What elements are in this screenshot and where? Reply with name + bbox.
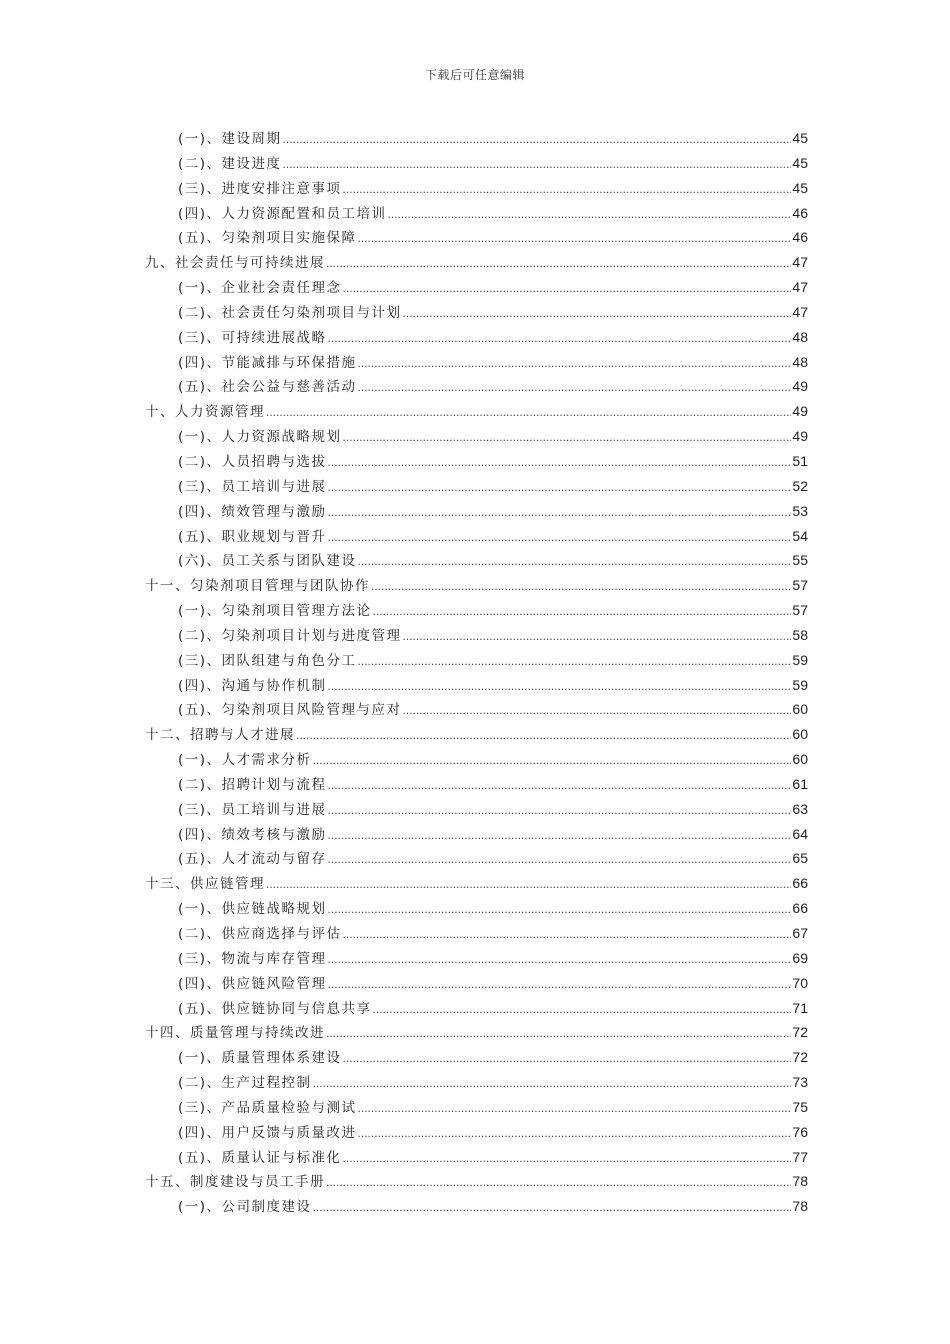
toc-section-entry[interactable] — [145, 176, 808, 201]
toc-section-entry[interactable] — [145, 896, 808, 921]
toc-section-entry[interactable] — [145, 548, 808, 573]
toc-dot-leader — [328, 500, 792, 525]
toc-entry-title: (三)、产品质量检验与测试 — [178, 1099, 357, 1116]
toc-entry-title: (四)、用户反馈与质量改进 — [178, 1124, 357, 1141]
toc-page-number: 71 — [792, 999, 808, 1016]
toc-dot-leader — [283, 152, 792, 177]
toc-section-entry[interactable] — [145, 1070, 808, 1095]
toc-page-number: 49 — [792, 428, 808, 445]
toc-section-entry[interactable] — [145, 822, 808, 847]
toc-entry-title: 十四、质量管理与持续改进 — [145, 1025, 325, 1042]
toc-entry-title: (五)、职业规划与晋升 — [178, 528, 327, 545]
toc-section-entry[interactable] — [145, 300, 808, 325]
toc-dot-leader — [326, 1170, 791, 1195]
toc-page-number: 47 — [792, 254, 808, 271]
toc-page-number: 78 — [792, 1198, 808, 1215]
toc-page-number: 48 — [792, 353, 808, 370]
toc-dot-leader — [328, 525, 792, 550]
toc-dot-leader — [326, 1021, 791, 1046]
toc-section-entry[interactable] — [145, 598, 808, 623]
toc-dot-leader — [266, 400, 791, 425]
toc-entry-title: (一)、建设周期 — [178, 131, 282, 147]
toc-dot-leader — [373, 997, 792, 1022]
toc-section-entry[interactable] — [145, 1194, 808, 1219]
toc-page-number: 59 — [792, 676, 808, 693]
toc-section-entry[interactable] — [145, 648, 808, 673]
toc-entry-title: 十二、招聘与人才进展 — [145, 727, 295, 744]
toc-dot-leader — [328, 773, 792, 798]
toc-page-number: 72 — [792, 1049, 808, 1066]
toc-section-entry[interactable] — [145, 1045, 808, 1070]
toc-page-number: 67 — [792, 925, 808, 941]
toc-page-number: 64 — [792, 825, 808, 842]
toc-dot-leader — [313, 1195, 792, 1220]
toc-page-number: 54 — [792, 527, 808, 544]
toc-dot-leader — [328, 798, 792, 823]
toc-dot-leader — [358, 375, 792, 400]
toc-entry-title: (五)、供应链协同与信息共享 — [178, 1000, 372, 1017]
toc-section-entry[interactable] — [145, 424, 808, 449]
toc-chapter-entry[interactable] — [145, 399, 808, 424]
toc-entry-title: (五)、社会公益与慈善活动 — [178, 379, 357, 396]
toc-dot-leader — [388, 202, 792, 227]
toc-dot-leader — [343, 922, 792, 947]
toc-section-entry[interactable] — [145, 697, 808, 722]
toc-chapter-entry[interactable] — [145, 573, 808, 598]
toc-entry-title: (一)、供应链战略规划 — [178, 901, 327, 918]
toc-chapter-entry[interactable] — [145, 1020, 808, 1045]
toc-dot-leader — [358, 226, 792, 251]
toc-section-entry[interactable] — [145, 449, 808, 474]
toc-entry-title: (四)、绩效考核与激励 — [178, 826, 327, 843]
toc-dot-leader — [358, 549, 792, 574]
toc-entry-title: (三)、进度安排注意事项 — [178, 180, 342, 197]
toc-entry-title: (一)、质量管理体系建设 — [178, 1050, 342, 1067]
toc-dot-leader — [328, 326, 792, 351]
toc-entry-title: (二)、供应商选择与评估 — [178, 926, 342, 942]
toc-entry-title: (二)、招聘计划与流程 — [178, 776, 327, 793]
toc-page-number: 69 — [792, 949, 808, 966]
toc-entry-title: 十三、供应链管理 — [145, 876, 265, 893]
toc-section-entry[interactable] — [145, 797, 808, 822]
toc-section-entry[interactable] — [145, 474, 808, 499]
page-header: 下载后可任意编辑 — [424, 68, 525, 82]
toc-page-number: 59 — [792, 651, 808, 668]
toc-entry-title: (六)、员工关系与团队建设 — [178, 553, 357, 570]
toc-entry-title: (二)、生产过程控制 — [178, 1075, 312, 1092]
toc-chapter-entry[interactable] — [145, 722, 808, 747]
toc-entry-title: (一)、人力资源战略规划 — [178, 429, 342, 446]
toc-page-number: 51 — [792, 452, 808, 469]
toc-dot-leader — [343, 1046, 792, 1071]
toc-page-number: 47 — [792, 279, 808, 296]
toc-page-number: 73 — [792, 1074, 808, 1091]
toc-section-entry[interactable] — [145, 1120, 808, 1145]
toc-section-entry[interactable] — [145, 524, 808, 549]
toc-page-number: 46 — [792, 204, 808, 221]
toc-dot-leader — [328, 972, 792, 997]
toc-dot-leader — [328, 475, 792, 500]
toc-page-number: 61 — [792, 775, 808, 792]
toc-entry-title: (四)、人力资源配置和员工培训 — [178, 205, 387, 222]
toc-page-number: 45 — [792, 154, 808, 171]
toc-entry-title: (二)、匀染剂项目计划与进度管理 — [178, 627, 402, 644]
toc-section-entry[interactable] — [145, 971, 808, 996]
toc-dot-leader — [326, 251, 791, 276]
toc-section-entry[interactable] — [145, 374, 808, 399]
toc-page-number: 60 — [792, 726, 808, 743]
toc-dot-leader — [328, 823, 792, 848]
toc-page-number: 75 — [792, 1098, 808, 1115]
toc-dot-leader — [328, 450, 792, 475]
toc-page-number: 72 — [792, 1024, 808, 1041]
toc-page-number: 47 — [792, 303, 808, 320]
toc-entry-title: (三)、团队组建与角色分工 — [178, 652, 357, 669]
toc-page-number: 57 — [792, 602, 808, 619]
toc-chapter-entry[interactable] — [145, 1169, 808, 1194]
toc-dot-leader — [328, 897, 792, 922]
toc-dot-leader — [343, 1146, 792, 1171]
toc-page-number: 52 — [792, 477, 808, 494]
toc-page-number: 58 — [792, 626, 808, 643]
toc-page-number: 49 — [792, 378, 808, 395]
toc-section-entry[interactable] — [145, 350, 808, 375]
toc-dot-leader — [343, 177, 792, 202]
toc-dot-leader — [343, 276, 792, 301]
toc-section-entry[interactable] — [145, 126, 808, 151]
toc-entry-title: (五)、质量认证与标准化 — [178, 1149, 342, 1166]
toc-dot-leader — [313, 1071, 792, 1096]
toc-section-entry[interactable] — [145, 1095, 808, 1120]
toc-dot-leader — [296, 723, 791, 748]
toc-page-number: 46 — [792, 229, 808, 246]
toc-section-entry[interactable] — [145, 673, 808, 698]
toc-dot-leader — [283, 127, 792, 152]
toc-section-entry[interactable] — [145, 151, 808, 176]
toc-page-number: 48 — [792, 328, 808, 345]
toc-entry-title: (三)、可持续进展战略 — [178, 329, 327, 346]
toc-entry-title: (一)、公司制度建设 — [178, 1199, 312, 1216]
toc-entry-title: 十五、制度建设与员工手册 — [145, 1174, 325, 1191]
toc-section-entry[interactable] — [145, 946, 808, 971]
toc-entry-title: (三)、员工培训与进展 — [178, 478, 327, 495]
toc-dot-leader — [358, 1121, 792, 1146]
toc-section-entry[interactable] — [145, 846, 808, 871]
toc-entry-title: (四)、沟通与协作机制 — [178, 677, 327, 694]
toc-entry-title: (一)、人才需求分析 — [178, 752, 312, 769]
toc-section-entry[interactable] — [145, 225, 808, 250]
toc-dot-leader — [358, 649, 792, 674]
toc-page-number: 60 — [792, 701, 808, 718]
toc-page-number: 45 — [792, 179, 808, 196]
toc-section-entry[interactable] — [145, 623, 808, 648]
toc-dot-leader — [328, 674, 792, 699]
toc-dot-leader — [266, 872, 791, 897]
toc-dot-leader — [343, 425, 792, 450]
toc-page-number: 57 — [792, 577, 808, 594]
toc-page-number: 63 — [792, 800, 808, 817]
toc-entry-title: (四)、节能减排与环保措施 — [178, 354, 357, 371]
toc-entry-title: (一)、匀染剂项目管理方法论 — [178, 603, 372, 620]
toc-page-number: 66 — [792, 875, 808, 892]
toc-section-entry[interactable] — [145, 201, 808, 226]
toc-page-number: 53 — [792, 502, 808, 519]
toc-entry-title: 十、人力资源管理 — [145, 404, 265, 421]
toc-dot-leader — [313, 748, 792, 773]
toc-entry-title: (二)、人员招聘与选拔 — [178, 453, 327, 470]
toc-section-entry[interactable] — [145, 1145, 808, 1170]
toc-section-entry[interactable] — [145, 325, 808, 350]
toc-page-number: 66 — [792, 900, 808, 917]
toc-entry-title: (四)、绩效管理与激励 — [178, 503, 327, 520]
toc-entry-title: (五)、匀染剂项目风险管理与应对 — [178, 702, 402, 719]
toc-dot-leader — [328, 947, 792, 972]
toc-section-entry[interactable] — [145, 275, 808, 300]
toc-dot-leader — [358, 351, 792, 376]
toc-page-number: 49 — [792, 403, 808, 420]
toc-section-entry[interactable] — [145, 921, 808, 946]
toc-entry-title: (五)、匀染剂项目实施保障 — [178, 230, 357, 247]
toc-entry-title: (四)、供应链风险管理 — [178, 975, 327, 992]
toc-dot-leader — [403, 301, 792, 326]
table-of-contents — [145, 126, 808, 1219]
toc-page-number: 60 — [792, 751, 808, 768]
toc-dot-leader — [403, 698, 792, 723]
toc-page-number: 70 — [792, 974, 808, 991]
toc-page-number: 77 — [792, 1148, 808, 1165]
toc-entry-title: (一)、企业社会责任理念 — [178, 280, 342, 297]
toc-page-number: 65 — [792, 850, 808, 867]
toc-dot-leader — [358, 1096, 792, 1121]
toc-dot-leader — [403, 624, 792, 649]
toc-page-number: 78 — [792, 1173, 808, 1190]
toc-entry-title: (二)、建设进度 — [178, 155, 282, 172]
toc-chapter-entry[interactable] — [145, 871, 808, 896]
toc-page-number: 45 — [792, 130, 808, 146]
toc-dot-leader — [371, 574, 791, 599]
toc-section-entry[interactable] — [145, 996, 808, 1021]
toc-section-entry[interactable] — [145, 499, 808, 524]
toc-entry-title: (二)、社会责任匀染剂项目与计划 — [178, 304, 402, 321]
toc-page-number: 55 — [792, 552, 808, 569]
toc-entry-title: 九、社会责任与可持续进展 — [145, 255, 325, 272]
toc-dot-leader — [328, 847, 792, 872]
toc-entry-title: (五)、人才流动与留存 — [178, 851, 327, 868]
toc-dot-leader — [373, 599, 792, 624]
toc-chapter-entry[interactable] — [145, 250, 808, 275]
toc-entry-title: (三)、员工培训与进展 — [178, 801, 327, 818]
toc-entry-title: (三)、物流与库存管理 — [178, 950, 327, 967]
toc-page-number: 76 — [792, 1123, 808, 1140]
toc-entry-title: 十一、匀染剂项目管理与团队协作 — [145, 578, 370, 595]
toc-section-entry[interactable] — [145, 772, 808, 797]
toc-section-entry[interactable] — [145, 747, 808, 772]
